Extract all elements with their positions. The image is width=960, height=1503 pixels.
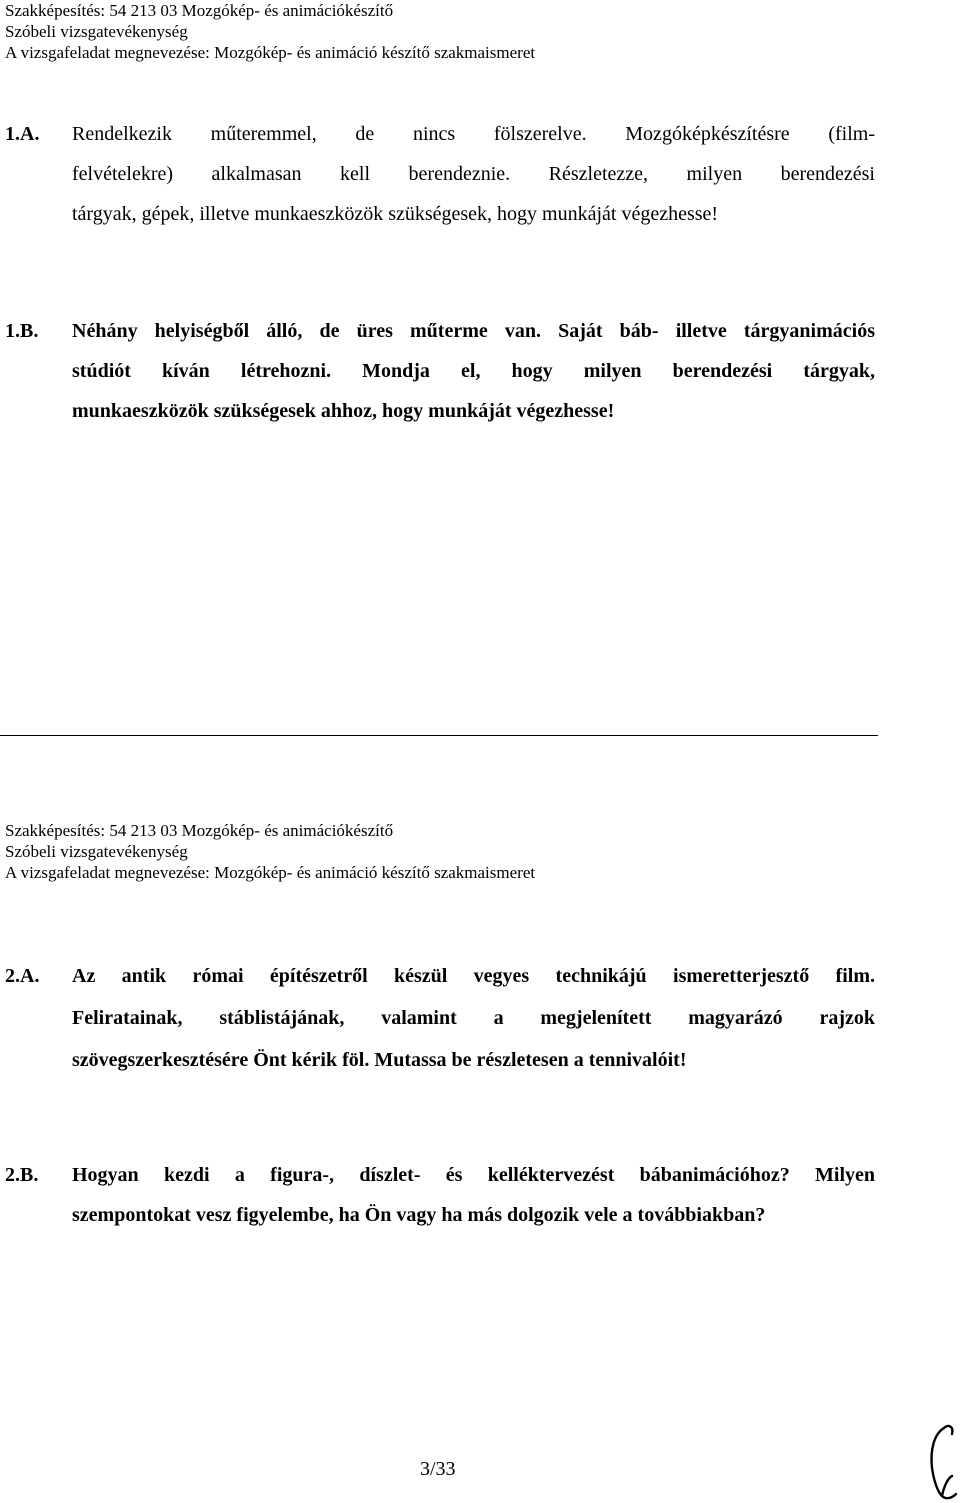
- task-2b: [5, 1155, 875, 1235]
- task-line: Néhány helyiségből álló, de üres műterme van. Saját báb- illetve tárgyanimációs: [72, 320, 875, 342]
- header-exam-activity: Szóbeli vizsgatevékenység: [5, 842, 188, 861]
- task-1a: [5, 114, 875, 234]
- page-number: 3/33: [420, 1458, 456, 1480]
- task-line: Rendelkezik műteremmel, de nincs fölszerelve. Mozgóképkészítésre (film-: [72, 123, 875, 145]
- header-exam-activity: Szóbeli vizsgatevékenység: [5, 22, 188, 41]
- task-number: 2.B.: [5, 1164, 39, 1186]
- page-header-top: [5, 0, 535, 63]
- header-qualification: Szakképesítés: 54 213 03 Mozgókép- és animációkészítő: [5, 1, 394, 20]
- task-text: [72, 311, 875, 431]
- task-line: Feliratainak, stáblistájának, valamint a megjelenített magyarázó rajzok: [72, 1007, 875, 1029]
- header-task-title: A vizsgafeladat megnevezése: Mozgókép- és animáció készítő szakmaismeret: [5, 43, 536, 62]
- task-line: Hogyan kezdi a figura-, díszlet- és kelléktervezést bábanimációhoz? Milyen: [72, 1164, 875, 1186]
- task-text: [72, 1155, 875, 1235]
- task-line: Az antik római építészetről készül vegyes technikájú ismeretterjesztő film.: [72, 965, 875, 987]
- signature-mark: [922, 1420, 960, 1503]
- task-text: [72, 114, 875, 234]
- task-1b: [5, 311, 875, 431]
- section-divider: [0, 735, 878, 736]
- task-line: szempontokat vesz figyelembe, ha Ön vagy ha más dolgozik vele a továbbiakban?: [72, 1204, 766, 1226]
- task-number: 1.B.: [5, 320, 39, 342]
- task-line: munkaeszközök szükségesek ahhoz, hogy munkáját végezhesse!: [72, 400, 615, 422]
- task-number: 2.A.: [5, 965, 40, 987]
- task-text: [72, 955, 875, 1081]
- task-line: tárgyak, gépek, illetve munkaeszközök szükségesek, hogy munkáját végezhesse!: [72, 203, 719, 225]
- task-line: szövegszerkesztésére Önt kérik föl. Mutassa be részletesen a tennivalóit!: [72, 1049, 687, 1071]
- header-task-title: A vizsgafeladat megnevezése: Mozgókép- és animáció készítő szakmaismeret: [5, 863, 536, 882]
- task-line: felvételekre) alkalmasan kell berendeznie. Részletezze, milyen berendezési: [72, 163, 875, 185]
- header-qualification: Szakképesítés: 54 213 03 Mozgókép- és animációkészítő: [5, 821, 394, 840]
- task-line: stúdiót kíván létrehozni. Mondja el, hogy milyen berendezési tárgyak,: [72, 360, 875, 382]
- task-number: 1.A.: [5, 123, 40, 145]
- page-header-mid: [5, 820, 535, 883]
- task-2a: [5, 955, 875, 1081]
